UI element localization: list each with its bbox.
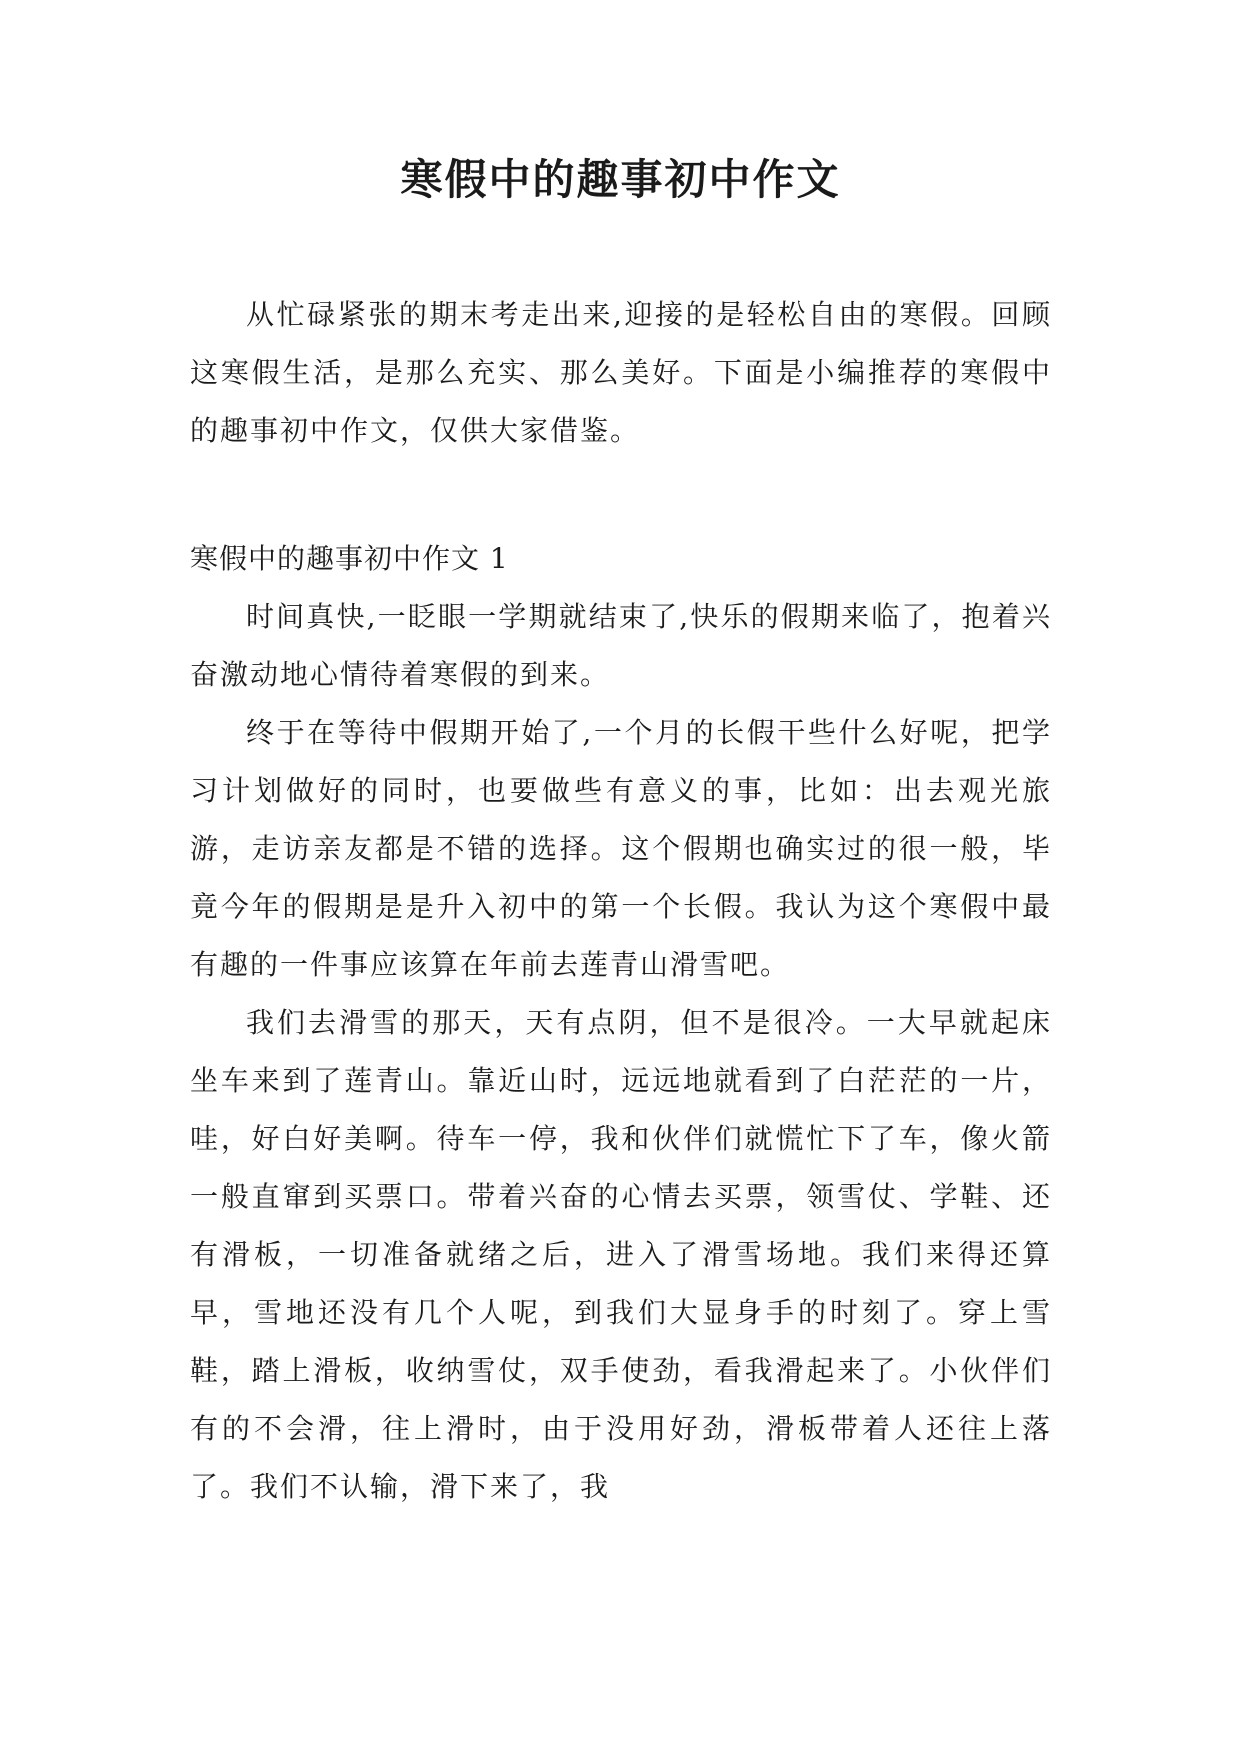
document-title: 寒假中的趣事初中作文 [400, 155, 841, 204]
section-heading: 寒假中的趣事初中作文 1 [190, 542, 509, 575]
body-paragraph-3: 我们去滑雪的那天，天有点阴，但不是很冷。一大早就起床坐车来到了莲青山。靠近山时，远远地就看到了白茫茫的一片，哇，好白好美啊。待车一停，我和伙伴们就慌忙下了车，像火箭一般直窜到买票口。带着兴奋的心情去买票，领雪仗、学鞋、还有滑板，一切准备就绪之后，进入了滑雪场地。我们来得还算早，雪地还没有几个人呢，到我们大显身手的时刻了。穿上雪鞋，踏上滑板，收纳雪仗，双手使劲，看我滑起来了。小伙伴们有的不会滑，往上滑时，由于没用好劲，滑板带着人还往上落了。我们不认输，滑下来了，我 [190, 1006, 1052, 1503]
body-paragraph-2: 终于在等待中假期开始了,一个月的长假干些什么好呢，把学习计划做好的同时，也要做些有意义的事，比如：出去观光旅游，走访亲友都是不错的选择。这个假期也确实过的很一般，毕竟今年的假期是是升入初中的第一个长假。我认为这个寒假中最有趣的一件事应该算在年前去莲青山滑雪吧。 [190, 716, 1052, 981]
intro-paragraph: 从忙碌紧张的期末考走出来,迎接的是轻松自由的寒假。回顾这寒假生活，是那么充实、那么美好。下面是小编推荐的寒假中的趣事初中作文，仅供大家借鉴。 [190, 298, 1052, 447]
document-body [190, 286, 1052, 1516]
section-spacer [190, 460, 1052, 530]
body-paragraph-1: 时间真快,一眨眼一学期就结束了,快乐的假期来临了，抱着兴奋激动地心情待着寒假的到来。 [190, 600, 1052, 691]
